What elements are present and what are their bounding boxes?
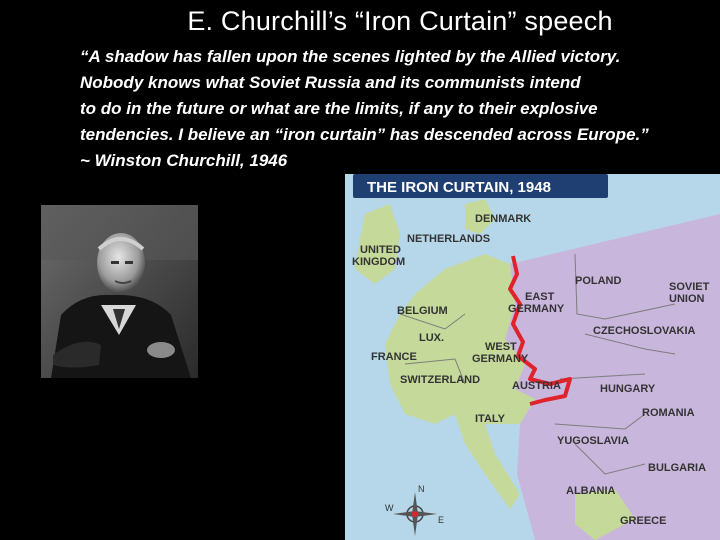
label-romania: ROMANIA — [642, 407, 695, 419]
quote-line: “A shadow has fallen upon the scenes lighted by the Allied victory. — [80, 47, 621, 66]
quote-line: Nobody knows what Soviet Russia and its communists intend — [80, 73, 581, 92]
quote-line: tendencies. I believe an “iron curtain” has descended across Europe.” — [80, 125, 649, 144]
label-west-germany: GERMANY — [472, 353, 529, 365]
map-title: THE IRON CURTAIN, 1948 — [367, 179, 551, 196]
label-united-kingdom: KINGDOM — [352, 256, 406, 268]
label-bulgaria: BULGARIA — [648, 462, 707, 474]
iron-curtain-map — [345, 174, 720, 540]
compass-west: W — [385, 503, 394, 513]
label-albania: ALBANIA — [566, 485, 616, 497]
label-netherlands: NETHERLANDS — [407, 233, 491, 245]
label-austria: AUSTRIA — [512, 380, 561, 392]
churchill-quote — [80, 44, 720, 174]
label-soviet-union: UNION — [669, 293, 705, 305]
churchill-portrait-photo — [41, 205, 198, 378]
compass-east: E — [438, 515, 445, 525]
label-west-germany: WEST — [485, 341, 517, 353]
label-united-kingdom: UNITED — [360, 244, 401, 256]
label-east-germany: EAST — [525, 291, 555, 303]
label-france: FRANCE — [371, 351, 417, 363]
label-italy: ITALY — [475, 413, 505, 425]
compass-north: N — [418, 484, 425, 494]
label-greece: GREECE — [620, 515, 667, 527]
label-luxembourg: LUX. — [419, 332, 445, 344]
label-east-germany: GERMANY — [508, 303, 565, 315]
quote-line: to do in the future or what are the limits, if any to their explosive — [80, 99, 598, 118]
label-belgium: BELGIUM — [397, 305, 448, 317]
slide-title: E. Churchill’s “Iron Curtain” speech — [187, 6, 613, 36]
quote-attribution: ~ Winston Churchill, 1946 — [80, 151, 288, 170]
label-hungary: HUNGARY — [600, 383, 656, 395]
label-soviet-union: SOVIET — [669, 281, 710, 293]
label-denmark: DENMARK — [475, 213, 532, 225]
label-poland: POLAND — [575, 275, 622, 287]
label-yugoslavia: YUGOSLAVIA — [557, 435, 629, 447]
label-switzerland: SWITZERLAND — [400, 374, 481, 386]
label-czechoslovakia: CZECHOSLOVAKIA — [593, 325, 696, 337]
